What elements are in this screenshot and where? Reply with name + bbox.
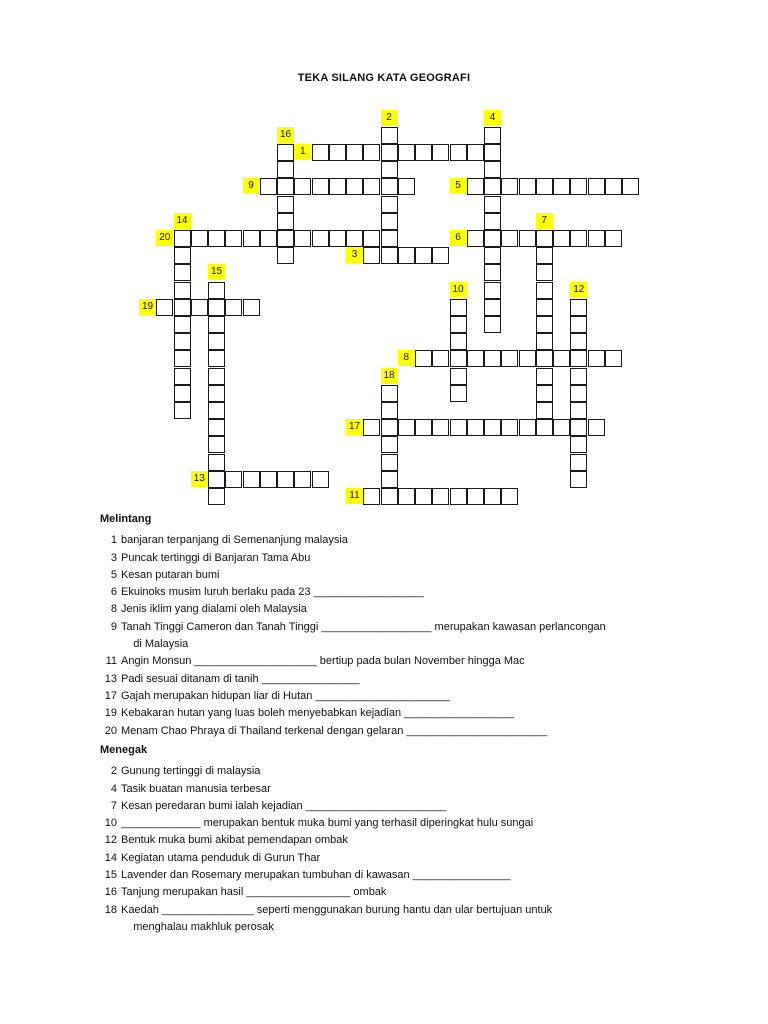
clue-number: 13 <box>104 672 117 685</box>
grid-cell[interactable] <box>174 316 191 333</box>
clue-down-12 <box>100 832 641 849</box>
grid-cell[interactable] <box>381 127 398 144</box>
grid-cell[interactable] <box>570 316 587 333</box>
clue-number: 16 <box>104 886 117 899</box>
grid-cell[interactable] <box>432 144 449 161</box>
clue-number-label: 16 <box>277 127 294 143</box>
clue-down-10 <box>100 815 641 832</box>
grid-cell[interactable] <box>243 299 260 316</box>
grid-cell[interactable] <box>174 282 191 299</box>
clue-text: Gunung tertinggi di malaysia <box>121 765 261 778</box>
grid-cell[interactable] <box>570 471 587 488</box>
clue-number-label: 15 <box>208 264 225 280</box>
grid-cell[interactable] <box>208 436 225 453</box>
grid-cell[interactable] <box>208 316 225 333</box>
clue-number: 7 <box>110 799 117 812</box>
clue-text: Padi sesuai ditanam di tanih ________________ <box>121 672 360 685</box>
grid-cell[interactable] <box>536 230 553 247</box>
clue-number: 20 <box>104 724 117 737</box>
grid-cell[interactable] <box>174 402 191 419</box>
grid-cell[interactable] <box>381 436 398 453</box>
grid-cell[interactable] <box>381 402 398 419</box>
grid-cell[interactable] <box>277 161 294 178</box>
grid-cell[interactable] <box>588 178 605 195</box>
grid-cell[interactable] <box>346 178 363 195</box>
grid-cell[interactable] <box>294 178 311 195</box>
grid-cell[interactable] <box>312 471 329 488</box>
grid-cell[interactable] <box>381 230 398 247</box>
grid-cell[interactable] <box>243 471 260 488</box>
grid-cell[interactable] <box>501 350 518 367</box>
grid-cell[interactable] <box>450 385 467 402</box>
clue-text: banjaran terpanjang di Semenanjung malaysia <box>121 534 348 547</box>
grid-cell[interactable] <box>519 178 536 195</box>
grid-cell[interactable] <box>570 230 587 247</box>
grid-cell[interactable] <box>346 144 363 161</box>
grid-cell[interactable] <box>398 178 415 195</box>
grid-cell[interactable] <box>277 196 294 213</box>
grid-cell[interactable] <box>570 350 587 367</box>
clue-number: 11 <box>105 655 117 668</box>
clue-down-2 <box>100 763 641 780</box>
clue-across-13 <box>100 671 641 688</box>
grid-cell[interactable] <box>381 144 398 161</box>
grid-cell[interactable] <box>484 178 501 195</box>
clue-number-label: 1 <box>294 144 311 160</box>
grid-cell[interactable] <box>450 350 467 367</box>
grid-cell[interactable] <box>294 471 311 488</box>
grid-cell[interactable] <box>519 230 536 247</box>
grid-cell[interactable] <box>208 299 225 316</box>
grid-cell[interactable] <box>484 144 501 161</box>
grid-cell[interactable] <box>225 471 242 488</box>
clue-text: Tanjung merupakan hasil _________________ ombak <box>121 886 387 899</box>
clue-number-label: 3 <box>346 247 363 263</box>
grid-cell[interactable] <box>277 144 294 161</box>
grid-cell[interactable] <box>536 402 553 419</box>
grid-cell[interactable] <box>381 178 398 195</box>
grid-cell[interactable] <box>432 419 449 436</box>
clue-across-11 <box>100 653 641 670</box>
grid-cell[interactable] <box>536 419 553 436</box>
across-clues <box>100 511 641 740</box>
grid-cell[interactable] <box>450 299 467 316</box>
grid-cell[interactable] <box>415 247 432 264</box>
clue-text: Puncak tertinggi di Banjaran Tama Abu <box>121 551 311 564</box>
clue-number-label: 11 <box>346 488 363 504</box>
down-heading: Menegak <box>100 744 148 756</box>
grid-cell[interactable] <box>208 333 225 350</box>
grid-cell[interactable] <box>260 471 277 488</box>
grid-cell[interactable] <box>156 299 173 316</box>
grid-cell[interactable] <box>294 230 311 247</box>
grid-cell[interactable] <box>588 419 605 436</box>
clue-text: Jenis iklim yang dialami oleh Malaysia <box>121 603 307 616</box>
grid-cell[interactable] <box>381 454 398 471</box>
grid-cell[interactable] <box>174 299 191 316</box>
clue-number-label: 5 <box>450 178 467 194</box>
grid-cell[interactable] <box>484 488 501 505</box>
clue-number-label: 20 <box>156 230 173 246</box>
clue-number: 15 <box>104 869 117 882</box>
clue-down-7 <box>100 798 641 815</box>
grid-cell[interactable] <box>208 368 225 385</box>
grid-cell[interactable] <box>363 419 380 436</box>
clue-across-8 <box>100 601 641 618</box>
grid-cell[interactable] <box>501 488 518 505</box>
grid-cell[interactable] <box>570 333 587 350</box>
grid-cell[interactable] <box>467 350 484 367</box>
clue-across-9 <box>100 619 641 654</box>
grid-cell[interactable] <box>363 230 380 247</box>
clue-number: 5 <box>110 568 117 581</box>
grid-cell[interactable] <box>208 230 225 247</box>
grid-cell[interactable] <box>467 178 484 195</box>
grid-cell[interactable] <box>329 144 346 161</box>
grid-cell[interactable] <box>467 488 484 505</box>
grid-cell[interactable] <box>484 161 501 178</box>
grid-cell[interactable] <box>605 350 622 367</box>
grid-cell[interactable] <box>536 350 553 367</box>
grid-cell[interactable] <box>312 230 329 247</box>
clue-number: 10 <box>104 817 117 830</box>
clue-across-19 <box>100 705 641 722</box>
grid-cell[interactable] <box>329 230 346 247</box>
grid-cell[interactable] <box>381 196 398 213</box>
grid-cell[interactable] <box>484 350 501 367</box>
grid-cell[interactable] <box>450 316 467 333</box>
grid-cell[interactable] <box>484 282 501 299</box>
grid-cell[interactable] <box>191 299 208 316</box>
clue-number-label: 19 <box>139 299 156 315</box>
grid-cell[interactable] <box>605 230 622 247</box>
grid-cell[interactable] <box>536 385 553 402</box>
grid-cell[interactable] <box>208 454 225 471</box>
clue-number: 18 <box>104 903 117 916</box>
grid-cell[interactable] <box>277 471 294 488</box>
grid-cell[interactable] <box>570 385 587 402</box>
grid-cell[interactable] <box>536 264 553 281</box>
grid-cell[interactable] <box>622 178 639 195</box>
clue-text: Kesan putaran bumi <box>121 568 220 581</box>
grid-cell[interactable] <box>398 419 415 436</box>
grid-cell[interactable] <box>225 230 242 247</box>
grid-cell[interactable] <box>553 230 570 247</box>
grid-cell[interactable] <box>484 247 501 264</box>
clue-across-6 <box>100 584 641 601</box>
crossword-grid <box>0 0 768 500</box>
grid-cell[interactable] <box>467 419 484 436</box>
clue-number-label: 14 <box>174 213 191 229</box>
grid-cell[interactable] <box>208 488 225 505</box>
clue-across-17 <box>100 688 641 705</box>
grid-cell[interactable] <box>398 144 415 161</box>
grid-cell[interactable] <box>484 213 501 230</box>
grid-cell[interactable] <box>363 178 380 195</box>
grid-cell[interactable] <box>174 247 191 264</box>
grid-cell[interactable] <box>208 385 225 402</box>
grid-cell[interactable] <box>450 333 467 350</box>
grid-cell[interactable] <box>588 350 605 367</box>
grid-cell[interactable] <box>484 127 501 144</box>
grid-cell[interactable] <box>536 316 553 333</box>
grid-cell[interactable] <box>174 350 191 367</box>
grid-cell[interactable] <box>450 419 467 436</box>
clue-number: 14 <box>104 851 117 864</box>
grid-cell[interactable] <box>450 368 467 385</box>
clue-number: 19 <box>104 707 117 720</box>
clue-across-5 <box>100 567 641 584</box>
grid-cell[interactable] <box>415 144 432 161</box>
grid-cell[interactable] <box>467 230 484 247</box>
clue-text: Kesan peredaran bumi ialah kejadian _______________________ <box>121 799 447 812</box>
clue-number: 3 <box>110 551 117 564</box>
grid-cell[interactable] <box>553 350 570 367</box>
clue-number-label: 12 <box>570 282 587 298</box>
grid-cell[interactable] <box>570 454 587 471</box>
clue-number-label: 9 <box>243 178 260 194</box>
grid-cell[interactable] <box>570 436 587 453</box>
grid-cell[interactable] <box>484 419 501 436</box>
grid-cell[interactable] <box>363 144 380 161</box>
grid-cell[interactable] <box>415 488 432 505</box>
grid-cell[interactable] <box>329 178 346 195</box>
grid-cell[interactable] <box>415 419 432 436</box>
grid-cell[interactable] <box>605 178 622 195</box>
grid-cell[interactable] <box>432 350 449 367</box>
grid-cell[interactable] <box>484 196 501 213</box>
clue-text: Ekuinoks musim luruh berlaku pada 23 __________________ <box>121 586 424 599</box>
grid-cell[interactable] <box>570 419 587 436</box>
clue-text: Menam Chao Phraya di Thailand terkenal dengan gelaran _______________________ <box>121 724 548 737</box>
grid-cell[interactable] <box>553 178 570 195</box>
grid-cell[interactable] <box>381 213 398 230</box>
clue-text: Tanah Tinggi Cameron dan Tanah Tinggi __________________ merupakan kawasan perlancongan di Malaysia <box>121 620 606 651</box>
clue-across-1 <box>100 532 641 549</box>
grid-cell[interactable] <box>570 368 587 385</box>
grid-cell[interactable] <box>312 178 329 195</box>
grid-cell[interactable] <box>536 178 553 195</box>
grid-cell[interactable] <box>536 368 553 385</box>
grid-cell[interactable] <box>519 350 536 367</box>
grid-cell[interactable] <box>484 230 501 247</box>
grid-cell[interactable] <box>381 385 398 402</box>
grid-cell[interactable] <box>450 488 467 505</box>
grid-cell[interactable] <box>208 350 225 367</box>
clue-number-label: 17 <box>346 419 363 435</box>
grid-cell[interactable] <box>363 488 380 505</box>
clue-number: 6 <box>110 586 117 599</box>
grid-cell[interactable] <box>484 316 501 333</box>
clue-number: 8 <box>110 603 117 616</box>
grid-cell[interactable] <box>484 299 501 316</box>
grid-cell[interactable] <box>346 230 363 247</box>
grid-cell[interactable] <box>277 178 294 195</box>
grid-cell[interactable] <box>432 488 449 505</box>
clue-number-label: 18 <box>381 368 398 384</box>
grid-cell[interactable] <box>208 471 225 488</box>
grid-cell[interactable] <box>570 402 587 419</box>
clue-down-4 <box>100 781 641 798</box>
clue-number: 4 <box>110 782 117 795</box>
clue-number-label: 10 <box>450 282 467 298</box>
clue-number: 2 <box>110 765 117 778</box>
clue-number: 9 <box>110 620 117 633</box>
grid-cell[interactable] <box>432 247 449 264</box>
across-heading: Melintang <box>100 513 152 525</box>
clue-across-3 <box>100 550 641 567</box>
down-clues <box>100 742 641 936</box>
grid-cell[interactable] <box>570 178 587 195</box>
grid-cell[interactable] <box>398 247 415 264</box>
grid-cell[interactable] <box>484 264 501 281</box>
grid-cell[interactable] <box>450 144 467 161</box>
grid-cell[interactable] <box>570 299 587 316</box>
clue-number: 17 <box>104 689 117 702</box>
grid-cell[interactable] <box>174 230 191 247</box>
grid-cell[interactable] <box>277 247 294 264</box>
grid-cell[interactable] <box>501 178 518 195</box>
clue-text: Angin Monsun ____________________ bertiup pada bulan November hingga Mac <box>121 655 525 668</box>
grid-cell[interactable] <box>191 230 208 247</box>
grid-cell[interactable] <box>519 419 536 436</box>
clue-down-14 <box>100 850 641 867</box>
clue-down-16 <box>100 884 641 901</box>
grid-cell[interactable] <box>243 230 260 247</box>
grid-cell[interactable] <box>174 333 191 350</box>
clue-across-20 <box>100 723 641 740</box>
clue-text: Bentuk muka bumi akibat pemendapan ombak <box>121 834 348 847</box>
clue-number-label: 2 <box>381 110 398 126</box>
grid-cell[interactable] <box>467 144 484 161</box>
clue-text: Kegiatan utama penduduk di Gurun Thar <box>121 851 321 864</box>
grid-cell[interactable] <box>174 385 191 402</box>
clue-text: Tasik buatan manusia terbesar <box>121 782 271 795</box>
clue-number-label: 7 <box>536 213 553 229</box>
grid-cell[interactable] <box>381 161 398 178</box>
page-title: TEKA SILANG KATA GEOGRAFI <box>297 72 471 84</box>
grid-cell[interactable] <box>536 247 553 264</box>
clue-text: Lavender dan Rosemary merupakan tumbuhan di kawasan ________________ <box>121 869 511 882</box>
grid-cell[interactable] <box>536 299 553 316</box>
grid-cell[interactable] <box>208 282 225 299</box>
grid-cell[interactable] <box>260 230 277 247</box>
grid-cell[interactable] <box>381 419 398 436</box>
grid-cell[interactable] <box>501 419 518 436</box>
grid-cell[interactable] <box>501 230 518 247</box>
grid-cell[interactable] <box>381 247 398 264</box>
grid-cell[interactable] <box>208 402 225 419</box>
grid-cell[interactable] <box>312 144 329 161</box>
grid-cell[interactable] <box>363 247 380 264</box>
clue-number-label: 8 <box>398 350 415 366</box>
clue-down-18 <box>100 902 641 937</box>
grid-cell[interactable] <box>536 282 553 299</box>
clue-text: _____________ merupakan bentuk muka bumi yang terhasil diperingkat hulu sungai <box>121 817 534 830</box>
clue-text: Gajah merupakan hidupan liar di Hutan ______________________ <box>121 689 451 702</box>
grid-cell[interactable] <box>536 333 553 350</box>
clue-number: 12 <box>104 834 117 847</box>
clue-number-label: 13 <box>191 471 208 487</box>
grid-cell[interactable] <box>277 230 294 247</box>
grid-cell[interactable] <box>553 419 570 436</box>
grid-cell[interactable] <box>225 299 242 316</box>
grid-cell[interactable] <box>208 419 225 436</box>
clue-number: 1 <box>110 534 117 547</box>
grid-cell[interactable] <box>381 488 398 505</box>
clue-text: Kebakaran hutan yang luas boleh menyebabkan kejadian __________________ <box>121 707 515 720</box>
clue-down-15 <box>100 867 641 884</box>
grid-cell[interactable] <box>588 230 605 247</box>
clue-number-label: 4 <box>484 110 501 126</box>
grid-cell[interactable] <box>260 178 277 195</box>
grid-cell[interactable] <box>398 488 415 505</box>
grid-cell[interactable] <box>415 350 432 367</box>
clue-text: Kaedah _______________ seperti menggunakan burung hantu dan ular bertujuan untuk menghalau makhluk perosak <box>121 903 553 933</box>
grid-cell[interactable] <box>174 368 191 385</box>
clue-number-label: 6 <box>450 230 467 246</box>
grid-cell[interactable] <box>277 213 294 230</box>
grid-cell[interactable] <box>381 471 398 488</box>
grid-cell[interactable] <box>174 264 191 281</box>
